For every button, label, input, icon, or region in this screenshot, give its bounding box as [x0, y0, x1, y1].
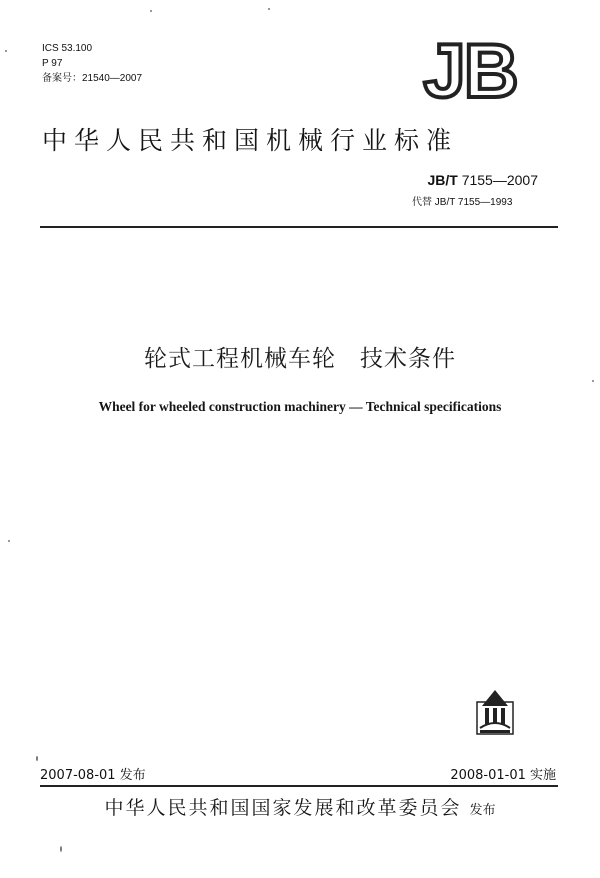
standard-number — [427, 172, 538, 188]
scan-speck — [5, 50, 7, 52]
ics-code: ICS 53.100 — [42, 43, 93, 54]
jb-logo: JB — [423, 29, 517, 114]
scan-speck — [150, 10, 152, 12]
scan-speck — [36, 756, 38, 761]
effective-date: 2008-01-01 实施 — [450, 768, 556, 783]
issuer-action: 发布 — [469, 803, 496, 818]
filing-number: 备案号：21540—2007 — [42, 73, 143, 84]
issuer-line — [0, 793, 600, 820]
classification-code: P 97 — [42, 58, 63, 69]
replaces-standard: 代替 JB/T 7155—1993 — [412, 197, 513, 208]
scan-speck — [268, 8, 270, 10]
series-title: 中华人民共和国机械行业标准 — [42, 126, 459, 155]
standard-number-value: 7155—2007 — [461, 172, 538, 188]
publisher-seal-icon — [474, 688, 516, 736]
footer-divider — [40, 785, 558, 787]
chinese-title: 轮式工程机械车轮 技术条件 — [144, 346, 456, 372]
issuer-name: 中华人民共和国国家发展和改革委员会 — [104, 797, 462, 819]
issue-date: 2007-08-01 发布 — [40, 768, 146, 783]
scan-speck — [592, 380, 594, 382]
scan-speck — [8, 540, 10, 542]
english-title: Wheel for wheeled construction machinery — Technical specifications — [98, 399, 502, 414]
header-divider — [40, 226, 558, 228]
standard-prefix: JB/T — [427, 172, 458, 188]
scan-speck — [60, 846, 62, 852]
